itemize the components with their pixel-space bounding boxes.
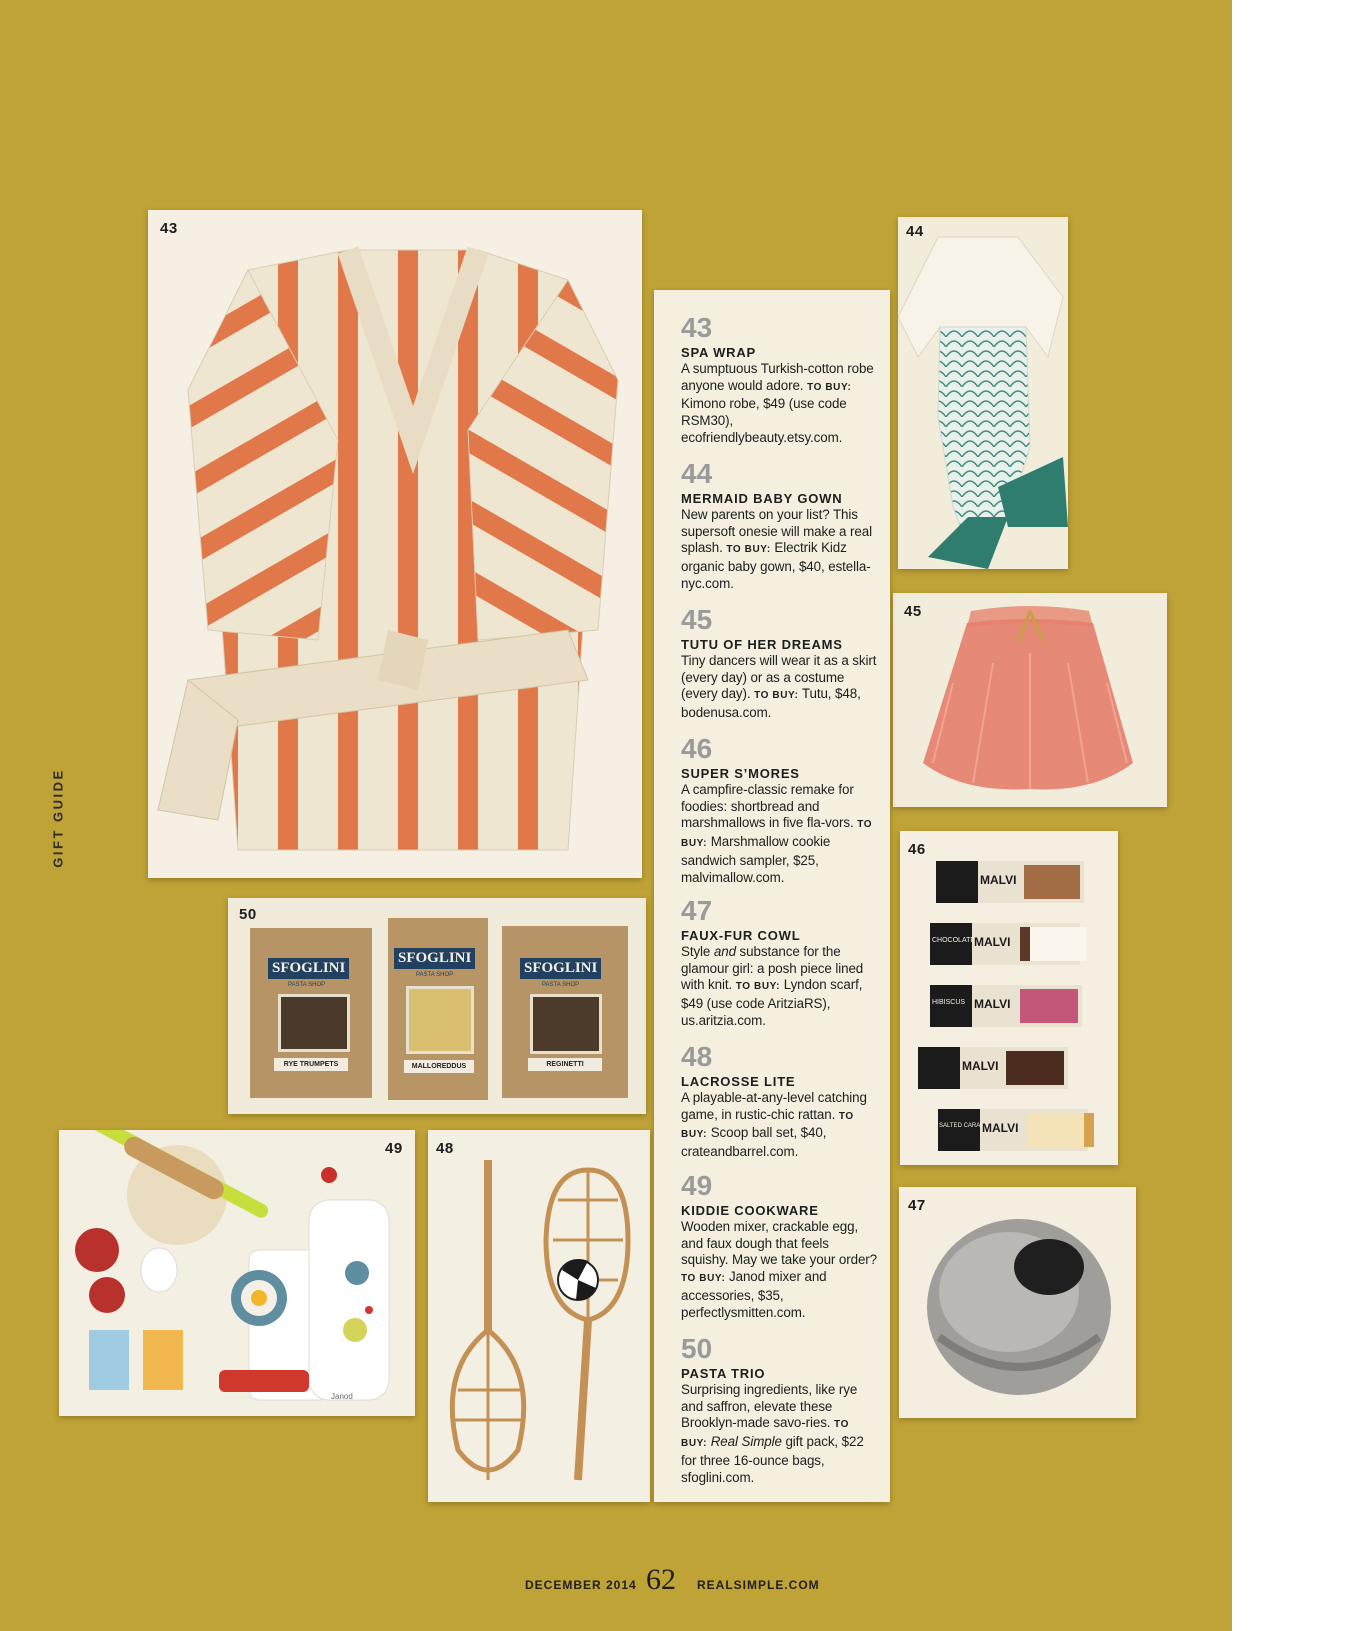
fur-cowl-illustration: [899, 1187, 1136, 1418]
smores-packet: [918, 1047, 1068, 1089]
entry-description: A campfire-classic remake for foodies: shortbread and marshmallows in five fla-vors. TO BUY: Marshmallow cookie sandwich sampler, $25, malvimallow.com.: [681, 782, 873, 885]
photo-spa-wrap: [148, 210, 642, 878]
packet-brand: MALVI: [962, 1059, 999, 1073]
photo-tutu: [893, 593, 1167, 807]
photo-number: 46: [908, 841, 926, 858]
entry-description: A sumptuous Turkish-cotton robe anyone would adore. TO BUY: Kimono robe, $49 (use code RSM30), ecofriendlybeauty.etsy.com.: [681, 361, 874, 445]
entry-description: Tiny dancers will wear it as a skirt (every day) or as a costume (every day). TO BUY: Tutu, $48, bodenusa.com.: [681, 653, 877, 721]
to-buy-label: TO BUY:: [754, 690, 799, 702]
pasta-bag: [388, 918, 488, 1100]
entry-title: PASTA TRIO: [681, 1366, 766, 1381]
bag-sub: PASTA SHOP: [542, 982, 580, 988]
to-buy-label: TO BUY:: [681, 1110, 854, 1141]
to-buy-label: TO BUY:: [681, 819, 873, 850]
entry-description: New parents on your list? This supersoft onesie will make a real splash. TO BUY: Electrik Kidz organic baby gown, $40, estella-nyc.com.: [681, 507, 872, 591]
packet-flavor: HIBISCUS: [932, 999, 966, 1006]
issue-date: DECEMBER 2014: [525, 1578, 637, 1592]
entry-description: Surprising ingredients, like rye and saffron, elevate these Brooklyn-made savo-ries. TO BUY: Real Simple gift pack, $22 for three 16-ounce bags, sfoglini.com.: [681, 1382, 864, 1485]
page-number: 62: [646, 1563, 676, 1596]
entry-44: [681, 460, 877, 593]
photo-number: 45: [904, 603, 922, 620]
photo-smores: [900, 831, 1118, 1165]
pasta-bag: [502, 926, 628, 1098]
entry-number: 49: [681, 1170, 713, 1201]
bag-sub: PASTA SHOP: [416, 972, 454, 978]
robe-illustration: [148, 210, 642, 878]
photo-lacrosse: [428, 1130, 650, 1502]
entry-title: KIDDIE COOKWARE: [681, 1203, 819, 1218]
bag-window: [406, 986, 474, 1054]
to-buy-label: TO BUY:: [681, 1273, 726, 1285]
bag-brand: SFOGLINI: [394, 948, 475, 969]
photo-number: 44: [906, 223, 924, 240]
entry-46: [681, 735, 877, 886]
entry-title: LACROSSE LITE: [681, 1074, 796, 1089]
entry-number: 48: [681, 1041, 713, 1072]
bag-variety: RYE TRUMPETS: [274, 1058, 348, 1071]
to-buy-label: TO BUY:: [726, 544, 771, 556]
smores-packet: [936, 861, 1084, 903]
entry-title: MERMAID BABY GOWN: [681, 491, 843, 506]
entry-number: 45: [681, 604, 713, 635]
bag-variety: REGINETTI: [528, 1058, 602, 1071]
bag-brand: SFOGLINI: [520, 958, 601, 979]
entry-description: Wooden mixer, crackable egg, and faux dough that feels squishy. May we take your order? TO BUY: Janod mixer and accessories, $35, perfectlysmitten.com.: [681, 1219, 878, 1320]
bag-sub: PASTA SHOP: [288, 982, 326, 988]
photo-mermaid-gown: [898, 217, 1068, 569]
photo-pasta-trio: [228, 898, 646, 1114]
entry-49: [681, 1172, 877, 1321]
photo-number: 48: [436, 1140, 454, 1157]
pasta-bag: [250, 928, 372, 1098]
entry-number: 44: [681, 458, 713, 489]
to-buy-label: TO BUY:: [681, 1419, 849, 1450]
product-descriptions: [654, 290, 890, 1502]
packet-brand: MALVI: [974, 997, 1011, 1011]
bag-variety: MALLOREDDUS: [404, 1060, 474, 1073]
entry-title: TUTU OF HER DREAMS: [681, 637, 843, 652]
entry-47: [681, 897, 877, 1030]
entry-title: SUPER S’MORES: [681, 766, 800, 781]
entry-description: Style and substance for the glamour girl: a posh piece lined with knit. TO BUY: Lyndon scarf, $49 (use code AritziaRS), us.aritzia.com.: [681, 944, 864, 1028]
packet-brand: MALVI: [980, 873, 1017, 887]
photo-number: 43: [160, 220, 178, 237]
bag-brand: SFOGLINI: [268, 958, 349, 979]
photo-number: 50: [239, 906, 257, 923]
cookware-illustration: [59, 1130, 415, 1416]
entry-number: 43: [681, 312, 713, 343]
entry-number: 47: [681, 895, 713, 926]
packet-flavor: SALTED CARAMEL: [939, 1123, 993, 1129]
entry-48: [681, 1043, 877, 1161]
to-buy-label: TO BUY:: [735, 981, 781, 993]
entry-43: [681, 314, 877, 447]
section-label: GIFT GUIDE: [50, 768, 66, 868]
smores-packet: [938, 1109, 1088, 1151]
photo-number: 49: [385, 1140, 403, 1157]
bag-window: [530, 994, 602, 1054]
photo-fur-cowl: [899, 1187, 1136, 1418]
entry-number: 46: [681, 733, 713, 764]
entry-description: A playable-at-any-level catching game, in rustic-chic rattan. TO BUY: Scoop ball set, $40, crateandbarrel.com.: [681, 1090, 867, 1160]
entry-number: 50: [681, 1333, 713, 1364]
to-buy-label: TO BUY:: [807, 381, 852, 393]
entry-45: [681, 606, 877, 722]
mermaid-gown-illustration: [898, 217, 1068, 569]
site-url: REALSIMPLE.COM: [697, 1578, 820, 1592]
entry-title: FAUX-FUR COWL: [681, 928, 801, 943]
bag-window: [278, 994, 350, 1052]
box-brand: Janod: [331, 1392, 353, 1401]
tutu-illustration: [893, 593, 1167, 807]
entry-title: SPA WRAP: [681, 345, 757, 360]
photo-kiddie-cookware: [59, 1130, 415, 1416]
entry-50: [681, 1335, 877, 1486]
packet-flavor: CHOCOLATE: [932, 937, 976, 944]
smores-packet: [930, 923, 1080, 965]
smores-packet: [930, 985, 1082, 1027]
packet-brand: MALVI: [982, 1121, 1019, 1135]
photo-number: 47: [908, 1197, 926, 1214]
lacrosse-illustration: [428, 1130, 650, 1502]
packet-brand: MALVI: [974, 935, 1011, 949]
